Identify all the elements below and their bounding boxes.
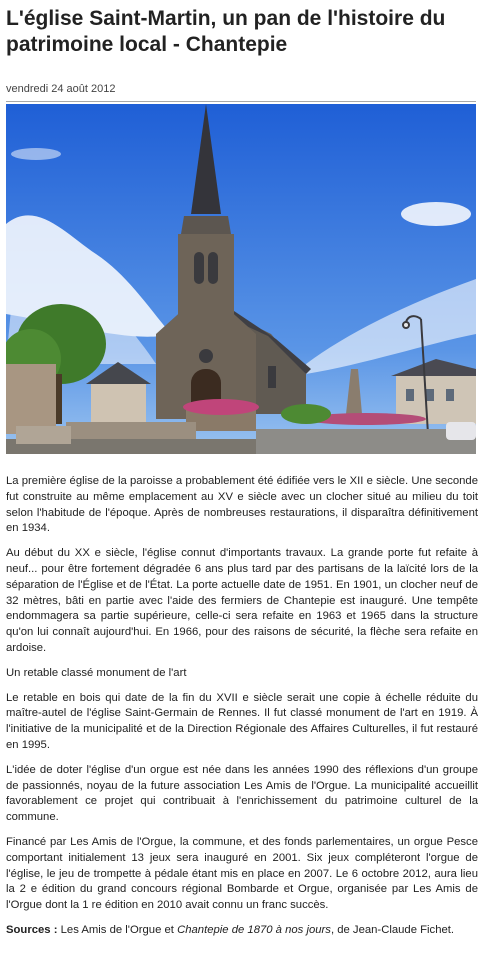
sources-book-title: Chantepie de 1870 à nos jours xyxy=(177,923,331,936)
paragraph-2: Au début du XX e siècle, l'église connut d'importants travaux. La grande porte fut refaite à neuf... pour être fortement dégradée 6 ans plus tard par des partisans de la laïcité lors de la séparation de l'Église et de l'État. La porte actuelle date de 1951. En 1901, un clocher neuf de 32 mètres, bâti en partie avec l'aide des fermiers de Chantepie est inauguré. Une tempête endommagera sa partie supérieure, celle-ci sera refaite en 1963 et 1965 dans la structure qu'on lui connaît aujourd'hui. En 1966, pour des raisons de sécurité, la flèche sera refaite en ardoise. xyxy=(6,547,478,654)
paragraph-5: Financé par Les Amis de l'Orgue, la commune, et des fonds parlementaires, un orgue Pesce comportant initialement 13 jeux sera inauguré en 2001. Six jeux compléteront l'orgue de l'église, le jeu de trompette à pédale étant mis en place en 2007. Le 6 octobre 2012, aura lieu la 2 e édition du grand concours régional Bombarde et Orgue, organisée par Les Amis de l'Orgue dont la 1 re édition en 2010 avait connu un franc succès. xyxy=(6,835,478,912)
church-photo xyxy=(6,104,476,454)
road xyxy=(256,429,476,454)
stone-planters xyxy=(16,426,71,444)
article-body xyxy=(6,474,478,948)
sources xyxy=(6,923,478,939)
sources-text-1: Les Amis de l'Orgue et xyxy=(57,923,178,936)
paragraph-3: Le retable en bois qui date de la fin du XVII e siècle serait une copie à échelle réduite du maître-autel de l'église Saint-Germain de Rennes. Il fut classé monument de l'art en 1919. À l'initiative de la municipalité et de la Direction Régionale des Affaires Culturelles, il fut restauré en 1995. xyxy=(6,691,478,751)
car xyxy=(446,422,476,440)
article-title: L'église Saint-Martin, un pan de l'histoire du patrimoine local - Chantepie xyxy=(6,7,446,56)
section-subheading: Un retable classé monument de l'art xyxy=(6,666,187,679)
article-header xyxy=(6,0,476,102)
article-date: vendredi 24 août 2012 xyxy=(6,83,116,95)
church-photo-illustration xyxy=(6,104,476,454)
paragraph-1: La première église de la paroisse a probablement été édifiée vers le XII e siècle. Une seconde fut construite au même emplacement au XV e siècle avec un clocher situé au milieu du toit selon l'habitude de l'époque. Après de nombreuses restaurations, il disparaîtra définitivement en 1934. xyxy=(6,475,478,535)
sources-label: Sources : xyxy=(6,923,58,936)
paragraph-4: L'idée de doter l'église d'un orgue est née dans les années 1990 des réflexions d'un groupe de passionnés, noyau de la future association Les Amis de l'Orgue. La municipalité accueillit favorablement ce projet qui contribuait à l'enrichissement du patrimoine culturel de la commune. xyxy=(6,763,478,824)
sources-text-2: , de Jean-Claude Fichet. xyxy=(330,923,455,936)
header-divider xyxy=(6,101,476,102)
